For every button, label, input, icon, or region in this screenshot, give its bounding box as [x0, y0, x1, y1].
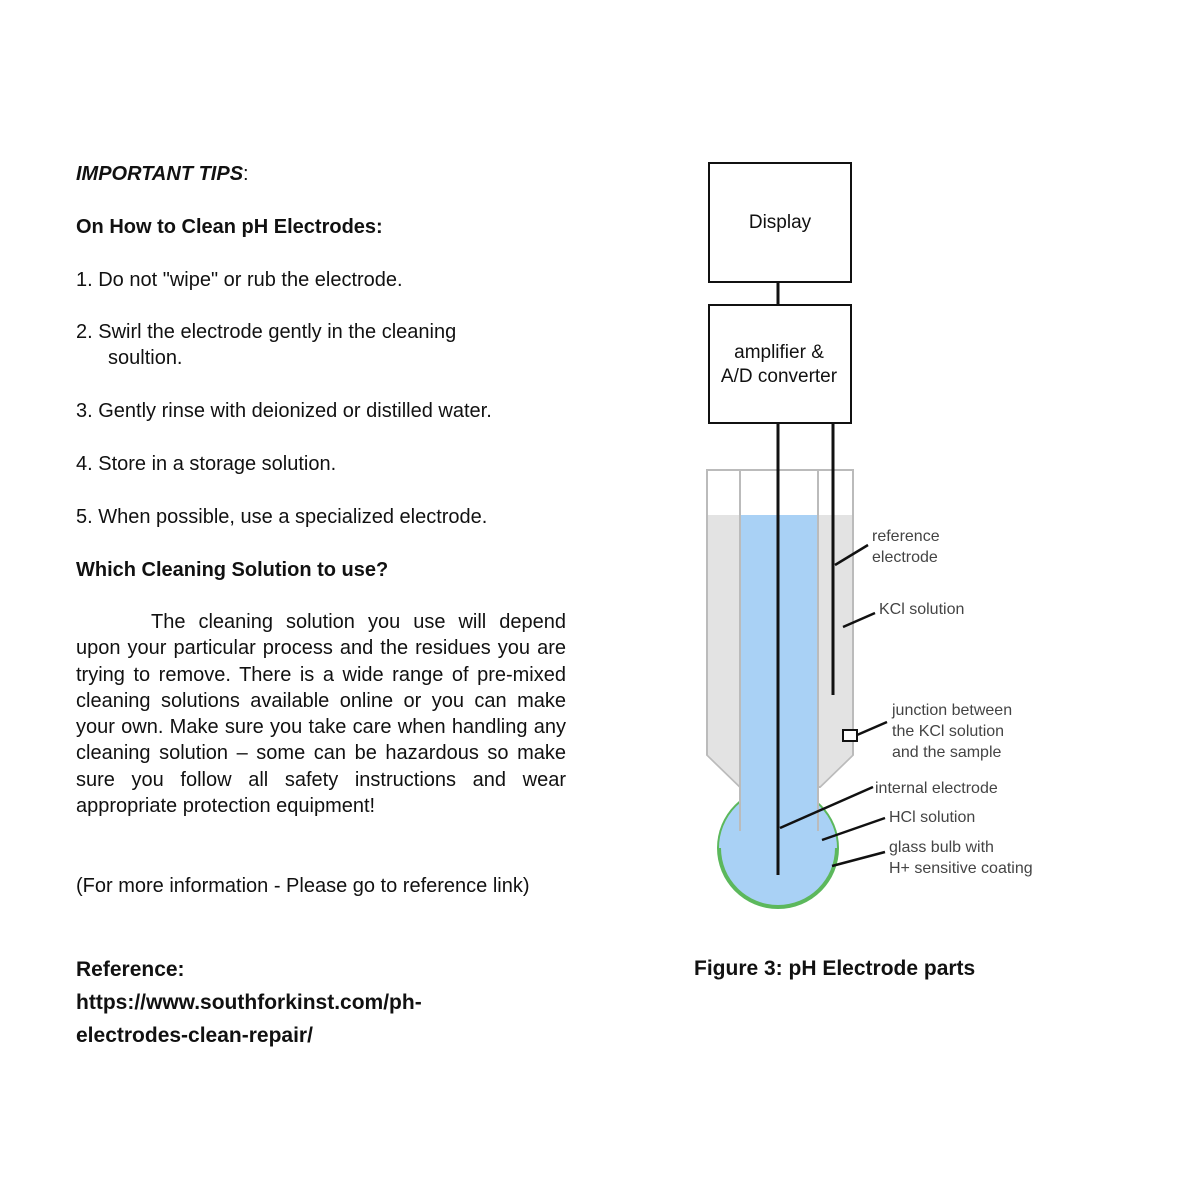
label-junction-3: and the sample	[892, 744, 1002, 761]
label-junction-1: junction between	[892, 702, 1013, 719]
reference-label: Reference:	[76, 958, 185, 981]
cleaning-subheading: On How to Clean pH Electrodes:	[76, 216, 383, 238]
label-reference-2: electrode	[872, 549, 938, 566]
reference-link-1[interactable]: https://www.southforkinst.com/ph-	[76, 991, 422, 1014]
display-label: Display	[748, 212, 812, 233]
step-2-cont: soultion.	[108, 347, 183, 369]
label-bulb-1: glass bulb with	[889, 839, 994, 856]
label-bulb-2: H+ sensitive coating	[889, 860, 1033, 877]
amplifier-label-1: amplifier &	[734, 342, 824, 363]
more-info: (For more information - Please go to reference link)	[76, 875, 530, 897]
step-3: 3. Gently rinse with deionized or distilled water.	[76, 400, 492, 422]
solution-question: Which Cleaning Solution to use?	[76, 559, 389, 581]
reference-link-2[interactable]: electrodes-clean-repair/	[76, 1024, 313, 1047]
label-kcl: KCl solution	[879, 601, 965, 618]
label-internal: internal electrode	[875, 780, 998, 797]
step-4: 4. Store in a storage solution.	[76, 453, 337, 475]
junction-marker	[843, 730, 857, 741]
figure-caption: Figure 3: pH Electrode parts	[694, 957, 976, 980]
step-1: 1. Do not "wipe" or rub the electrode.	[76, 269, 403, 291]
label-reference-1: reference	[872, 528, 940, 545]
label-hcl: HCl solution	[889, 809, 976, 826]
tips-heading-text: IMPORTANT TIPS	[76, 163, 244, 185]
step-2: 2. Swirl the electrode gently in the cleaning	[76, 321, 457, 343]
amplifier-label-2: A/D converter	[720, 366, 838, 387]
tips-heading-colon: :	[243, 163, 249, 185]
label-junction-2: the KCl solution	[892, 723, 1005, 740]
step-5: 5. When possible, use a specialized electrode.	[76, 506, 488, 528]
solution-paragraph-text: The cleaning solution you use will depend upon your particular process and the residues you are trying to remove. There is a wide range of pre-mixed cleaning solutions available online or you can make your own. Make sure you take care when handling any cleaning solution – some can be hazardous so make sure you follow all safety instructions and wear appropriate protection equipment!	[76, 611, 566, 818]
amplifier-box	[709, 305, 851, 423]
